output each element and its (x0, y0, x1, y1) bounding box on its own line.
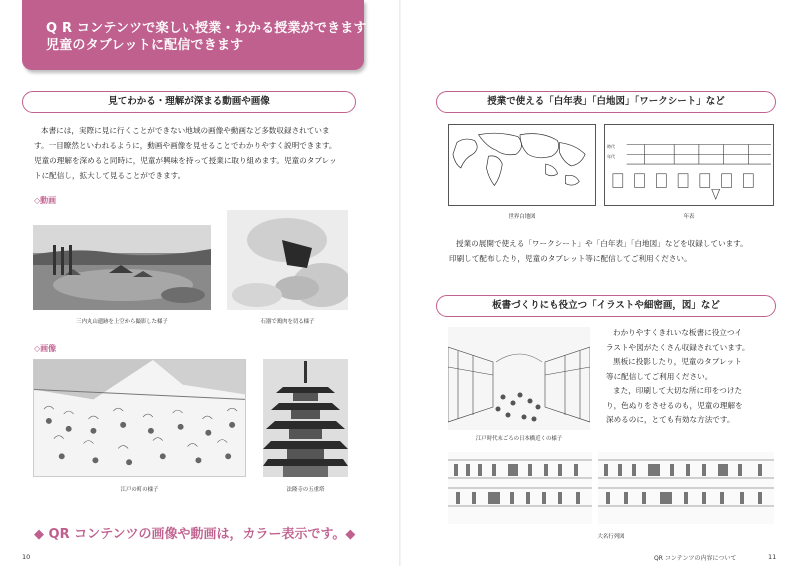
illustration-line: 等に配信してご利用ください。 (606, 371, 713, 381)
worksheet-line: 授業の展開で使える「ワークシート」や「白年表」「白地図」などを収録しています。 (456, 239, 748, 248)
edo-town-illustration[interactable] (33, 359, 246, 477)
illustration-line: 深めるのに，とても有効な方法です。 (606, 415, 735, 424)
daimyo-procession-panel-1[interactable] (448, 452, 592, 524)
blank-timeline[interactable] (604, 124, 774, 206)
caption-sannai: 三内丸山遺跡を上空から撮影した様子 (76, 319, 168, 325)
illustration-line: 黒板に投影したり，児童のタブレット (613, 357, 742, 366)
caption-stone: 石器で鶏肉を切る様子 (260, 319, 315, 325)
illustration-line: また，印刷して大切な所に印をつけた (613, 386, 743, 395)
illustration-line: わかりやすくきれいな板書に役立つイ (613, 328, 743, 337)
world-blank-map[interactable] (448, 124, 596, 206)
intro-line: 本書には，実際に見に行くことができない地域の画像や動画など多数収録されていま (41, 126, 330, 135)
worksheet-line: 印刷して配布したり，児童のタブレット等に配信してご利用ください。 (449, 254, 692, 263)
color-display-note: ◆ QR コンテンツの画像や動画は，カラー表示です。◆ (34, 527, 356, 542)
page-number-right: 11 (768, 553, 777, 561)
intro-paragraph (34, 123, 364, 183)
caption-daimyo: 大名行列図 (597, 534, 625, 540)
image-label: ◇画像 (34, 344, 57, 353)
banner-line-2: 児童のタブレットに配信できます (46, 38, 244, 53)
daimyo-procession-panel-2[interactable] (598, 452, 774, 524)
caption-worldmap: 世界白地図 (508, 214, 536, 220)
caption-pagoda: 法隆寺の五重塔 (286, 487, 325, 493)
illustration-line: り，色ぬりをさせるのも，児童の理解を (606, 400, 743, 410)
sannai-maruyama-photo[interactable] (33, 225, 211, 310)
intro-line: す。一目瞭然といわれるように，動画や画像を見せることでわかりやすく説明できます。 (34, 141, 337, 150)
section-title-worksheets: 授業で使える「白年表」「白地図」「ワークシート」など (436, 91, 776, 113)
timeline-label-year: 年代 (607, 154, 615, 159)
section-title-media: 見てわかる・理解が深まる動画や画像 (22, 91, 356, 113)
caption-edo-town: 江戸の町の様子 (120, 487, 159, 493)
section-title-illustrations: 板書づくりにも役立つ「イラストや細密画，図」など (436, 295, 776, 317)
nihonbashi-illustration[interactable] (448, 327, 590, 430)
header-banner (22, 0, 367, 70)
video-label: ◇動画 (34, 196, 57, 205)
banner-line-1: Q R コンテンツで楽しい授業・わかる授業ができます (46, 21, 367, 36)
worksheet-paragraph (449, 236, 779, 266)
intro-line: 児童の理解を深めると同時に，児童が興味を持って授業に取り組めます。児童のタブレッ (34, 156, 337, 165)
illustration-line: ラストや図がたくさん収録されています。 (606, 342, 750, 352)
stone-tool-photo[interactable] (227, 210, 348, 310)
timeline-label-era: 時代 (607, 144, 615, 149)
page-number-left: 10 (22, 553, 31, 561)
intro-line: トに配信し，拡大して見ることができます。 (34, 171, 186, 180)
illustration-paragraph (606, 326, 776, 428)
page-gutter (399, 0, 401, 566)
horyuji-pagoda-photo[interactable] (263, 359, 348, 477)
caption-nihonbashi: 江戸時代末ごろの日本橋近くの様子 (475, 436, 563, 442)
footer-title: QR コンテンツの内容について (654, 555, 737, 562)
caption-timeline: 年表 (683, 214, 695, 220)
